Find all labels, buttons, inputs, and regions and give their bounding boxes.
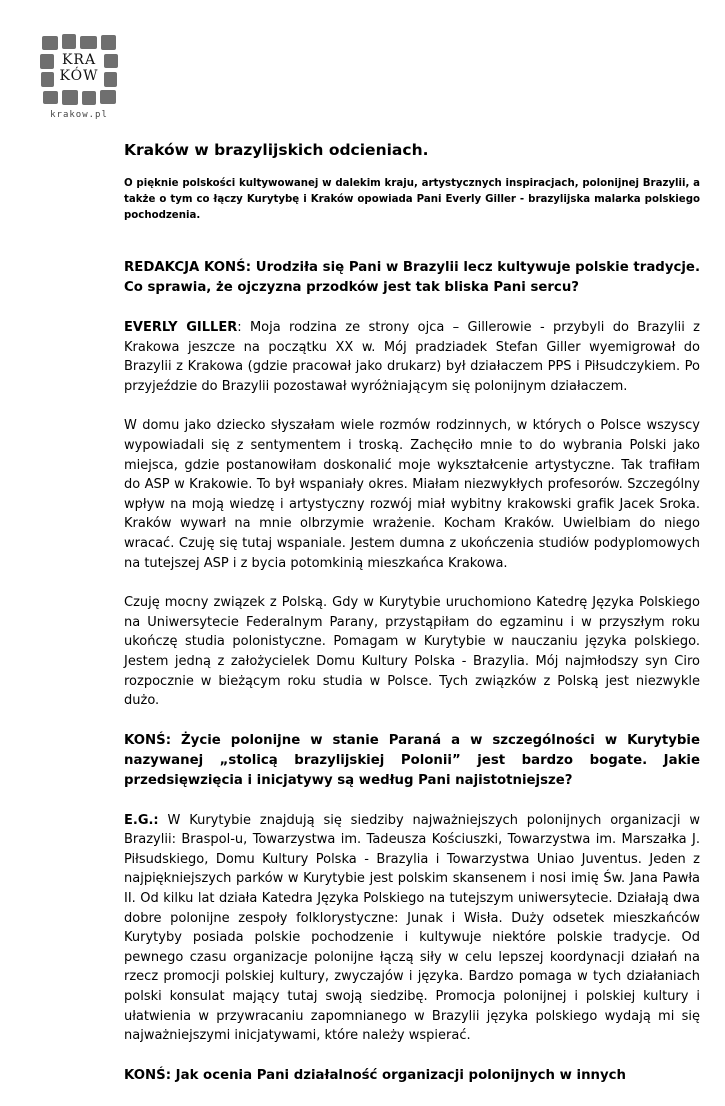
speaker-initials: E.G.: bbox=[124, 812, 159, 828]
article-title: Kraków w brazylijskich odcieniach. bbox=[124, 141, 429, 159]
question-2: KONŚ: Życie polonijne w stanie Paraná a w szczególności w Kurytybie nazywanej „stolicą brazylijskiej Polonii” jest bardzo bogate. Jakie przedsięwzięcia i inicjatywy są według Pani najistotniejsze? bbox=[124, 732, 700, 788]
krakow-logo bbox=[38, 34, 120, 124]
article-lead: O pięknie polskości kultywowanej w dalekim kraju, artystycznych inspiracjach, polonijnej Brazylii, a także o tym co łączy Kurytybę i Kraków opowiada Pani Everly Giller - brazylijska malarka polskiego pochodzenia. bbox=[124, 178, 700, 221]
answer-1-paragraph-1 bbox=[124, 318, 700, 396]
logo-line-2: KÓW bbox=[59, 68, 99, 84]
speaker-name: EVERLY GILLER bbox=[124, 320, 238, 335]
question-1: REDAKCJA KONŚ: Urodziła się Pani w Brazylii lecz kultywuje polskie tradycje. Co sprawia, że ojczyzna przodków jest tak bliska Pani sercu? bbox=[124, 260, 700, 295]
logo-url: krakow.pl bbox=[50, 110, 108, 120]
answer-1-paragraph-2: W domu jako dziecko słyszałam wiele rozmów rodzinnych, w których o Polsce wszyscy wypowiadali się z sentymentem i troską. Zachęciło mnie to do wybrania Polski jako miejsca, gdzie postanowiłam doskonalić moje wykształcenie artystyczne. Tak trafiłam do ASP w Krakowie. To był wspaniały okres. Miałam niezwykłych profesorów. Szczególny wpływ na moją wiedzę i artystyczny rozwój miał wybitny krakowski grafik Jacek Sroka. Kraków wywarł na mnie olbrzymie wrażenie. Kocham Kraków. Uwielbiam do niego wracać. Czuję się tutaj wspaniale. Jestem dumna z ukończenia studiów podyplomowych na tutejszej ASP i z bycia potomkinią mieszkańca Krakowa. bbox=[124, 418, 700, 571]
logo-line-1: KRA bbox=[61, 52, 97, 68]
logo-wordmark bbox=[38, 52, 120, 84]
article bbox=[124, 140, 700, 1106]
question-3: KONŚ: Jak ocenia Pani działalność organizacji polonijnych w innych bbox=[124, 1067, 627, 1083]
answer-2-paragraph bbox=[124, 811, 700, 1046]
answer-1-paragraph-3: Czuję mocny związek z Polską. Gdy w Kurytybie uruchomiono Katedrę Języka Polskiego na Uniwersytecie Federalnym Parany, przystąpiłam do egzaminu i w przyszłym roku ukończę studia polonistyczne. Pomagam w Kurytybie w nauczaniu języka polskiego. Jestem jedną z założycielek Domu Kultury Polska - Brazylia. Mój najmłodszy syn Ciro rozpocznie w bieżącym roku studia w Polsce. Tych związków z Polską jest niezwykle dużo. bbox=[124, 595, 700, 709]
answer-1-text: : Moja rodzina ze strony ojca – Gillerowie - przybyli do Brazylii z Krakowa jeszcze na początku XX w. Mój pradziadek Stefan Giller wyemigrował do Brazylii z Krakowa (gdzie pracował jako drukarz) był działaczem PPS i Piłsudczykiem. Po przyjeździe do Brazylii pozostawał wyróżniającym się polonijnym działaczem. bbox=[124, 320, 700, 394]
answer-2-text: W Kurytybie znajdują się siedziby najważniejszych polonijnych organizacji w Brazylii: Braspol-u, Towarzystwa im. Tadeusza Kościuszki, Towarzystwa im. Marszałka J. Piłsudskiego, Domu Kultury Polska - Brazylia i Towarzystwa Uniao Juventus. Jeden z najpiękniejszych parków w Kurytybie jest polskim skansenem i nosi imię Św. Jana Pawła II. Od kilku lat działa Katedra Języka Polskiego na tutejszym uniwersytecie. Działają dwa dobre polonijne zespoły folklorystyczne: Junak i Wisła. Duży odsetek mieszkańców Kurytyby posiada polskie pochodzenie i kultywuje niektóre polskie tradycje. Od pewnego czasu organizacje polonijne łączą siły w celu lepszej koordynacji działań na rzecz promocji polskiej kultury, zwyczajów i języka. Bardzo pomaga w tych działaniach polski konsulat mający tutaj swoją siedzibę. Promocja polonijnej i polskiej kultury i ułatwienia w przywracaniu zapomnianego w Brazylii języka polskiego wydają mi się najważniejszymi inicjatywami, które należy wspierać. bbox=[124, 812, 700, 1044]
